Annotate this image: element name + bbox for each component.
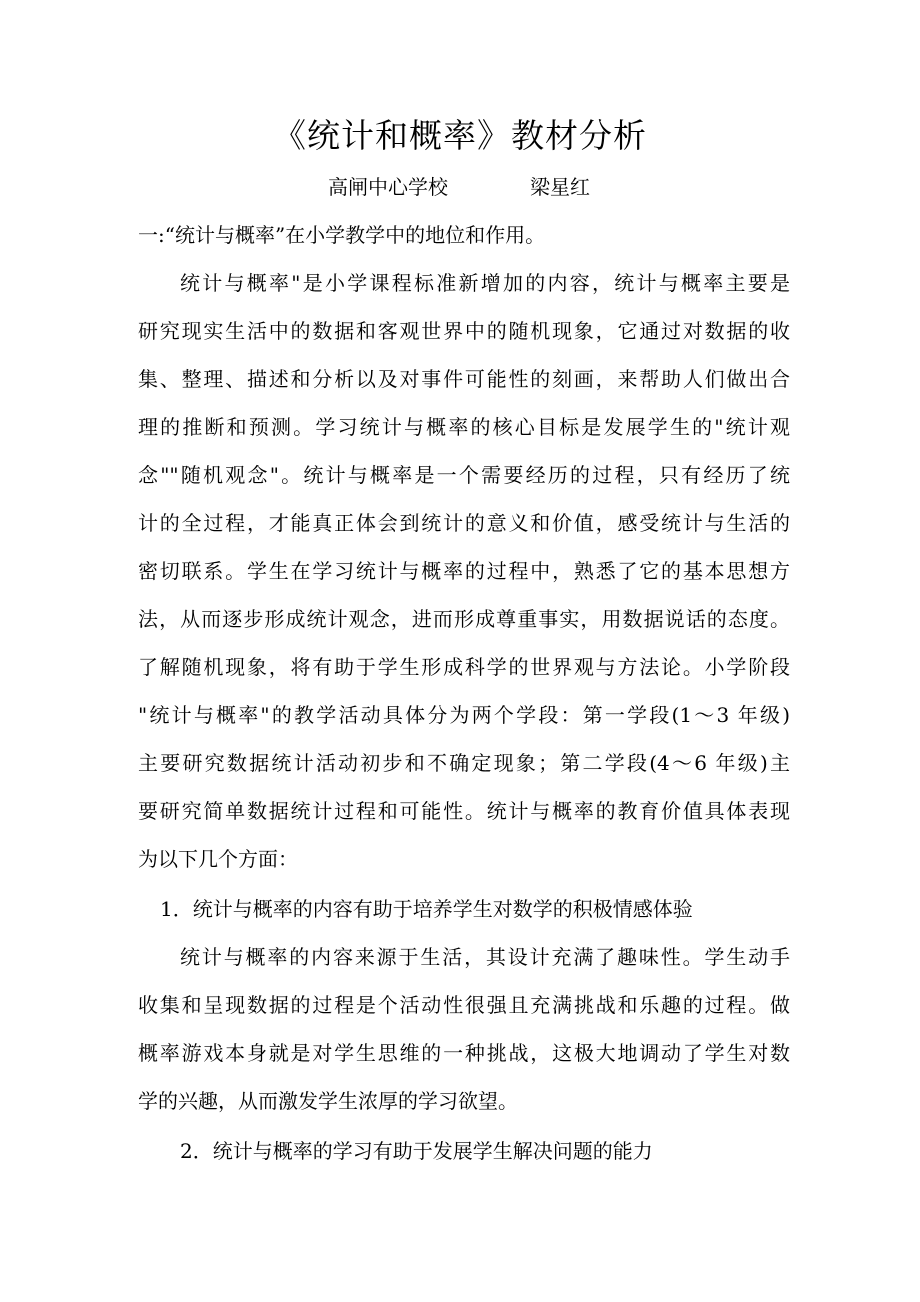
document-title: 《统计和概率》教材分析 xyxy=(273,116,647,155)
paragraph-line: 计的全过程，才能真正体会到统计的意义和价值，感受统计与生活的 xyxy=(138,511,790,535)
paragraph-line: "统计与概率"的教学活动具体分为两个学段：第一学段(1～3 年级) xyxy=(138,703,790,727)
paragraph-line: 统计与概率"是小学课程标准新增加的内容，统计与概率主要是 xyxy=(180,271,790,295)
school-name: 高闸中心学校 xyxy=(328,175,448,199)
paragraph-line: 密切联系。学生在学习统计与概率的过程中，熟悉了它的基本思想方 xyxy=(138,559,790,583)
paragraph-line: 收集和呈现数据的过程是个活动性很强且充满挑战和乐趣的过程。做 xyxy=(138,993,790,1017)
paragraph-line: 研究现实生活中的数据和客观世界中的随机现象，它通过对数据的收 xyxy=(138,319,790,343)
section-heading: 一:“统计与概率”在小学教学中的地位和作用。 xyxy=(138,223,546,247)
paragraph-line: 法，从而逐步形成统计观念，进而形成尊重事实，用数据说话的态度。 xyxy=(138,607,790,631)
paragraph-line: 要研究简单数据统计过程和可能性。统计与概率的教育价值具体表现 xyxy=(138,799,790,823)
paragraph-line: 主要研究数据统计活动初步和不确定现象；第二学段(4～6 年级)主 xyxy=(138,751,790,775)
paragraph-line: 统计与概率的内容来源于生活，其设计充满了趣味性。学生动手 xyxy=(180,945,790,969)
paragraph-line: 学的兴趣，从而激发学生浓厚的学习欲望。 xyxy=(138,1089,518,1113)
point-heading: 1．统计与概率的内容有助于培养学生对数学的积极情感体验 xyxy=(160,897,693,921)
paragraph-line: 理的推断和预测。学习统计与概率的核心目标是发展学生的"统计观 xyxy=(138,415,790,439)
paragraph-line: 为以下几个方面： xyxy=(138,847,298,871)
paragraph-line: 念""随机观念"。统计与概率是一个需要经历的过程，只有经历了统 xyxy=(138,463,790,487)
paragraph-line: 了解随机现象，将有助于学生形成科学的世界观与方法论。小学阶段 xyxy=(138,655,790,679)
paragraph-line: 概率游戏本身就是对学生思维的一种挑战，这极大地调动了学生对数 xyxy=(138,1041,790,1065)
point-heading: 2．统计与概率的学习有助于发展学生解决问题的能力 xyxy=(180,1139,653,1163)
paragraph-line: 集、整理、描述和分析以及对事件可能性的刻画，来帮助人们做出合 xyxy=(138,367,790,391)
author-name: 梁星红 xyxy=(530,175,590,199)
byline xyxy=(0,171,920,203)
